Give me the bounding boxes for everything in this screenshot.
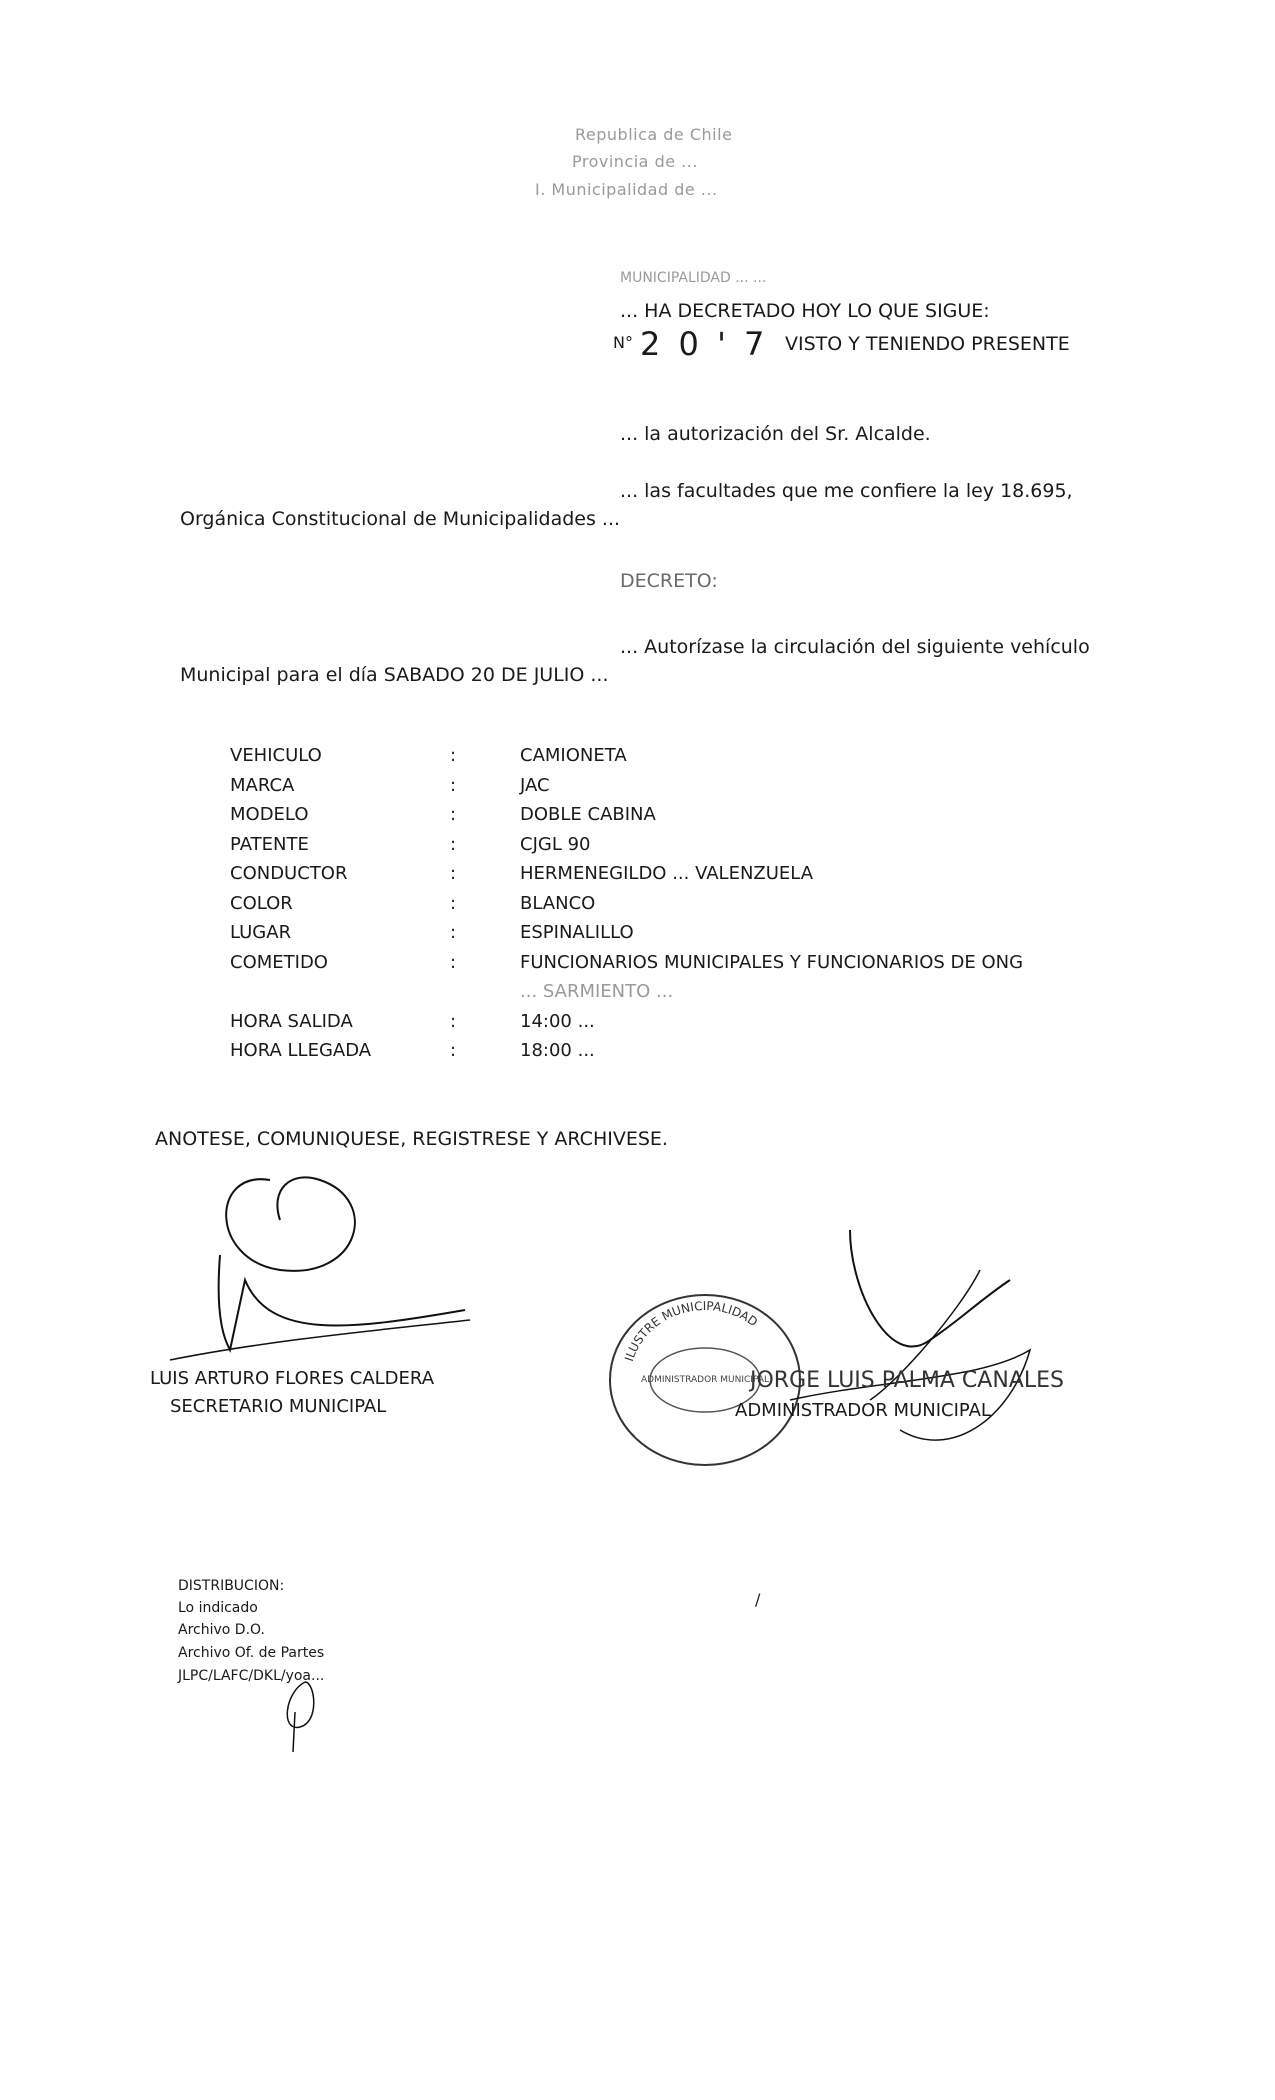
signature-left-title: SECRETARIO MUNICIPAL	[170, 1396, 387, 1417]
vehicle-row: VEHICULO : CAMIONETA	[230, 745, 627, 766]
decree-date: Municipal para el día SABADO 20 DE JULIO ...	[180, 664, 609, 686]
initials-mark	[275, 1672, 335, 1752]
vehicle-row: LUGAR : ESPINALILLO	[230, 922, 634, 943]
decree-law: Orgánica Constitucional de Municipalidades ...	[180, 508, 621, 530]
decree-ref-line: MUNICIPALIDAD ... ...	[620, 270, 767, 286]
svg-text:ILUSTRE MUNICIPALIDAD	[622, 1299, 760, 1363]
vehicle-row: PATENTE : CJGL 90	[230, 833, 591, 855]
signature-left	[150, 1160, 450, 1380]
vehicle-row: MODELO : DOBLE CABINA	[230, 804, 656, 825]
signature-right-title: ADMINISTRADOR MUNICIPAL	[735, 1400, 991, 1421]
vehicle-row: COLOR : BLANCO	[230, 892, 596, 914]
seal-center-text: ADMINISTRADOR MUNICIPAL	[641, 1375, 769, 1385]
distribution-line: JLPC/LAFC/DKL/yoa...	[178, 1668, 325, 1684]
distribution-line: Lo indicado	[178, 1600, 258, 1616]
distribution-title: DISTRIBUCION:	[178, 1578, 285, 1594]
seal-ring-text: ILUSTRE MUNICIPALIDAD	[621, 1298, 761, 1363]
vehicle-row: MARCA : JAC	[230, 774, 550, 796]
decree-number: 2 0 ' 7	[640, 325, 769, 363]
decree-authorization: ... la autorización del Sr. Alcalde.	[620, 423, 931, 445]
letterhead-line-3: I. Municipalidad de ...	[535, 180, 718, 199]
decree-intro: ... HA DECRETADO HOY LO QUE SIGUE:	[620, 300, 990, 322]
letterhead-line-2: Provincia de ...	[572, 152, 698, 171]
decree-decreto: DECRETO:	[620, 570, 718, 592]
decree-visto: VISTO Y TENIENDO PRESENTE	[785, 333, 1070, 355]
signature-left-name: LUIS ARTURO FLORES CALDERA	[150, 1368, 435, 1389]
vehicle-row: HORA LLEGADA : 18:00 ...	[230, 1040, 595, 1061]
vehicle-row: ... SARMIENTO ...	[520, 981, 674, 1002]
vehicle-table	[230, 745, 1023, 1070]
closing-statement: ANOTESE, COMUNIQUESE, REGISTRESE Y ARCHIVESE.	[155, 1128, 668, 1150]
vehicle-row: COMETIDO : FUNCIONARIOS MUNICIPALES Y FUNCIONARIOS DE ONG	[230, 951, 1024, 973]
decree-circulation: ... Autorízase la circulación del siguiente vehículo	[620, 636, 1090, 658]
signature-right-name: JORGE LUIS PALMA CANALES	[750, 1368, 1064, 1393]
vehicle-row: CONDUCTOR : HERMENEGILDO ... VALENZUELA	[230, 863, 814, 884]
decree-number-label: N°	[613, 333, 633, 352]
signature-right	[780, 1230, 1040, 1460]
distribution-line: Archivo Of. de Partes	[178, 1645, 325, 1661]
decree-powers: ... las facultades que me confiere la ley 18.695,	[620, 480, 1073, 502]
distribution-line: Archivo D.O.	[178, 1622, 265, 1638]
stray-mark: /	[755, 1590, 761, 1609]
letterhead-line-1: Republica de Chile	[575, 125, 733, 144]
vehicle-row: HORA SALIDA : 14:00 ...	[230, 1010, 595, 1032]
